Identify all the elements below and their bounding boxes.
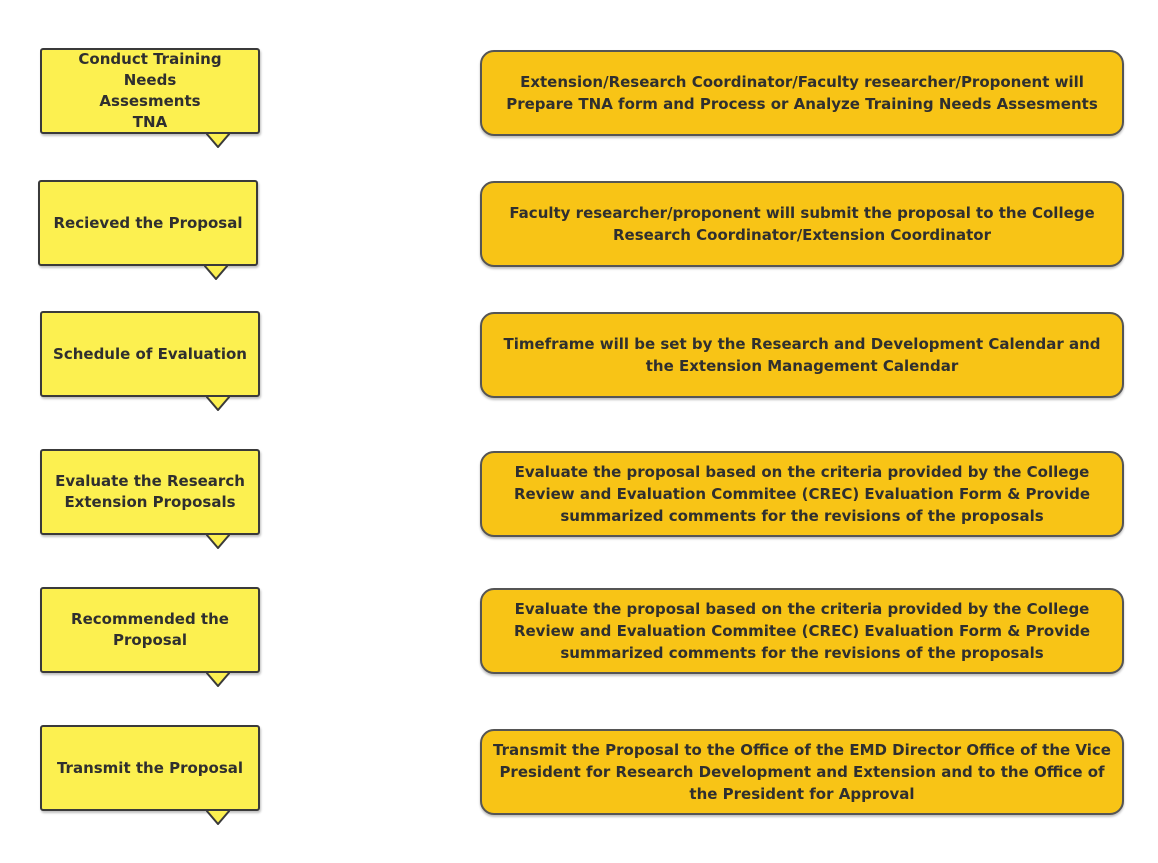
- callout-pointer-icon: [206, 673, 230, 687]
- callout-pointer-icon: [206, 397, 230, 411]
- step-3-description: Timeframe will be set by the Research and Development Calendar and the Extension Management Calendar: [480, 312, 1124, 398]
- step-5-callout: Recommended the Proposal: [40, 587, 260, 673]
- step-5-description: Evaluate the proposal based on the criteria provided by the College Review and Evaluation Commitee (CREC) Evaluation Form & Provide summarized comments for the revisions of the proposals: [480, 588, 1124, 674]
- step-5: [40, 587, 260, 673]
- step-1-description: Extension/Research Coordinator/Faculty researcher/Proponent will Prepare TNA form and Process or Analyze Training Needs Assesments: [480, 50, 1124, 136]
- step-2: [38, 180, 258, 266]
- step-6-description: Transmit the Proposal to the Office of the EMD Director Office of the Vice President for Research Development and Extension and to the Office of the President for Approval: [480, 729, 1124, 815]
- step-6-callout: Transmit the Proposal: [40, 725, 260, 811]
- callout-pointer-icon: [204, 266, 228, 280]
- step-1-callout: Conduct Training Needs Assesments TNA: [40, 48, 260, 134]
- callout-pointer-icon: [206, 811, 230, 825]
- step-4-description: Evaluate the proposal based on the criteria provided by the College Review and Evaluation Commitee (CREC) Evaluation Form & Provide summarized comments for the revisions of the proposals: [480, 451, 1124, 537]
- step-2-callout: Recieved the Proposal: [38, 180, 258, 266]
- callout-pointer-icon: [206, 535, 230, 549]
- step-3-callout: Schedule of Evaluation: [40, 311, 260, 397]
- step-2-description: Faculty researcher/proponent will submit the proposal to the College Research Coordinator/Extension Coordinator: [480, 181, 1124, 267]
- step-4: [40, 449, 260, 535]
- step-1: [40, 48, 260, 134]
- callout-pointer-icon: [206, 134, 230, 148]
- step-4-callout: Evaluate the Research Extension Proposals: [40, 449, 260, 535]
- step-6: [40, 725, 260, 811]
- step-3: [40, 311, 260, 397]
